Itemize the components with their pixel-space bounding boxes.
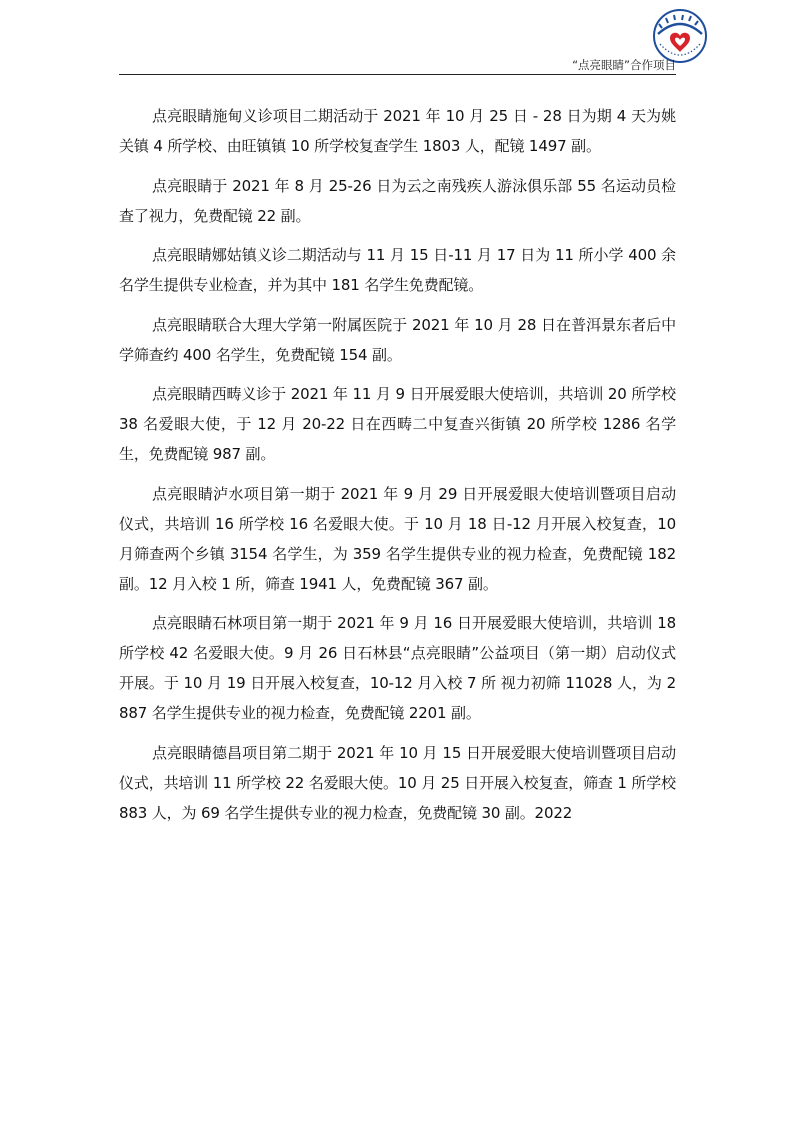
paragraph-swimming-club: 点亮眼睛于 2021 年 8 月 25-26 日为云之南残疾人游泳俱乐部 55 名运动员检查了视力，免费配镜 22 副。 (119, 176, 676, 225)
paragraph-lushui: 点亮眼睛泸水项目第一期于 2021 年 9 月 29 日开展爱眼大使培训暨项目启动仪式，共培训 16 所学校 16 名爱眼大使。于 10 月 18 日-12 月开展入校复查，10 月筛查两个乡镇 3154 名学生，为 359 名学生提供专业的视力检查，免费配镜 182 副。12 月入校 1 所，筛查 1941 人，免费配镜 367 副。 (119, 484, 676, 593)
paragraph-dali-jingdong: 点亮眼睛联合大理大学第一附属医院于 2021 年 10 月 28 日在普洱景东者后中学筛查约 400 名学生，免费配镜 154 副。 (119, 315, 676, 364)
paragraph-nagu: 点亮眼睛娜姑镇义诊二期活动与 11 月 15 日-11 月 17 日为 11 所小学 400 余名学生提供专业检查，并为其中 181 名学生免费配镜。 (119, 246, 676, 294)
paragraph-shilin: 点亮眼睛石林项目第一期于 2021 年 9 月 16 日开展爱眼大使培训，共培训 18 所学校 42 名爱眼大使。9 月 26 日石林县“点亮眼睛”公益项目（第一期）启动仪式开展。于 10 月 19 日开展入校复查，10-12 月入校 7 所 视力初筛 11028 人，为 2887 名学生提供专业的视力检查，免费配镜 2201 副。 (119, 614, 676, 722)
paragraph-shidian: 点亮眼睛施甸义诊项目二期活动于 2021 年 10 月 25 日 - 28 日为期 4 天为姚关镇 4 所学校、由旺镇镇 10 所学校复查学生 1803 人，配镜 1497 副。 (119, 107, 676, 155)
paragraph-xichou: 点亮眼睛西畴义诊于 2021 年 11 月 9 日开展爱眼大使培训，共培训 20 所学校 38 名爱眼大使，于 12 月 20-22 日在西畴二中复查兴街镇 20 所学校 1286 名学生，免费配镜 987 副。 (119, 385, 676, 463)
page-header (119, 8, 676, 76)
header-divider (119, 74, 676, 75)
paragraph-dechang: 点亮眼睛德昌项目第二期于 2021 年 10 月 15 日开展爱眼大使培训暨项目启动仪式，共培训 11 所学校 22 名爱眼大使。10 月 25 日开展入校复查，筛查 1 所学校 883 人，为 69 名学生提供专业的视力检查，免费配镜 30 副。2022 (119, 743, 676, 822)
eye-heart-logo-icon (652, 8, 708, 64)
header-title: “点亮眼睛”合作项目 (572, 58, 676, 72)
document-body (119, 101, 676, 837)
